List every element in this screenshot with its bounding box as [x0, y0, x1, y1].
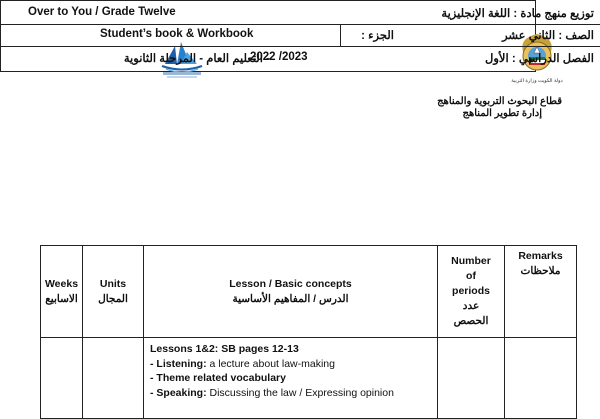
remarks-cell [505, 338, 577, 419]
curriculum-table [40, 245, 577, 419]
vocabulary-item: - Theme related vocabulary [150, 372, 286, 384]
lesson-header: Lesson / Basic concepts الدرس / المفاهيم الأساسية [144, 246, 438, 338]
semester-label: الفصل الدراسي : الأول [485, 53, 594, 65]
emblem-caption: دولة الكويت وزارة التربية [511, 78, 563, 84]
department-title: قطاع البحوث التربوية والمناهج [437, 96, 562, 107]
units-cell [83, 338, 144, 419]
education-stage: - التعليم العام - المرحلة الثانوية [123, 53, 270, 65]
periods-cell [438, 338, 505, 419]
academic-year: 2022 /2023 [250, 51, 308, 63]
periods-header: Number of periods عدد الحصص [438, 246, 505, 338]
department-subtitle: إدارة تطوير المناهج [462, 108, 542, 119]
weeks-header: Weeks الاسابيع [41, 246, 83, 338]
lesson-title: Lessons 1&2: SB pages 12-13 [150, 343, 299, 355]
course-title: Over to You / Grade Twelve [28, 6, 176, 18]
lesson-cell [144, 338, 438, 419]
remarks-header: Remarks ملاحظات [505, 246, 577, 338]
weeks-cell [41, 338, 83, 419]
part-label: الجزء : [361, 30, 394, 42]
speaking-item: - Speaking: Discussing the law / Expressing opinion [150, 386, 394, 399]
course-info-box [0, 0, 594, 72]
table-row [41, 338, 577, 419]
listening-item: - Listening: a lecture about law-making [150, 357, 335, 370]
units-header: Units المجال [83, 246, 144, 338]
table-header-row [41, 246, 577, 338]
grade-label: الصف : الثاني عشر [502, 30, 594, 42]
books-label: Student’s book & Workbook [100, 28, 254, 40]
subject-label: توزيع منهج مادة : اللغة الإنجليزية [441, 8, 594, 20]
